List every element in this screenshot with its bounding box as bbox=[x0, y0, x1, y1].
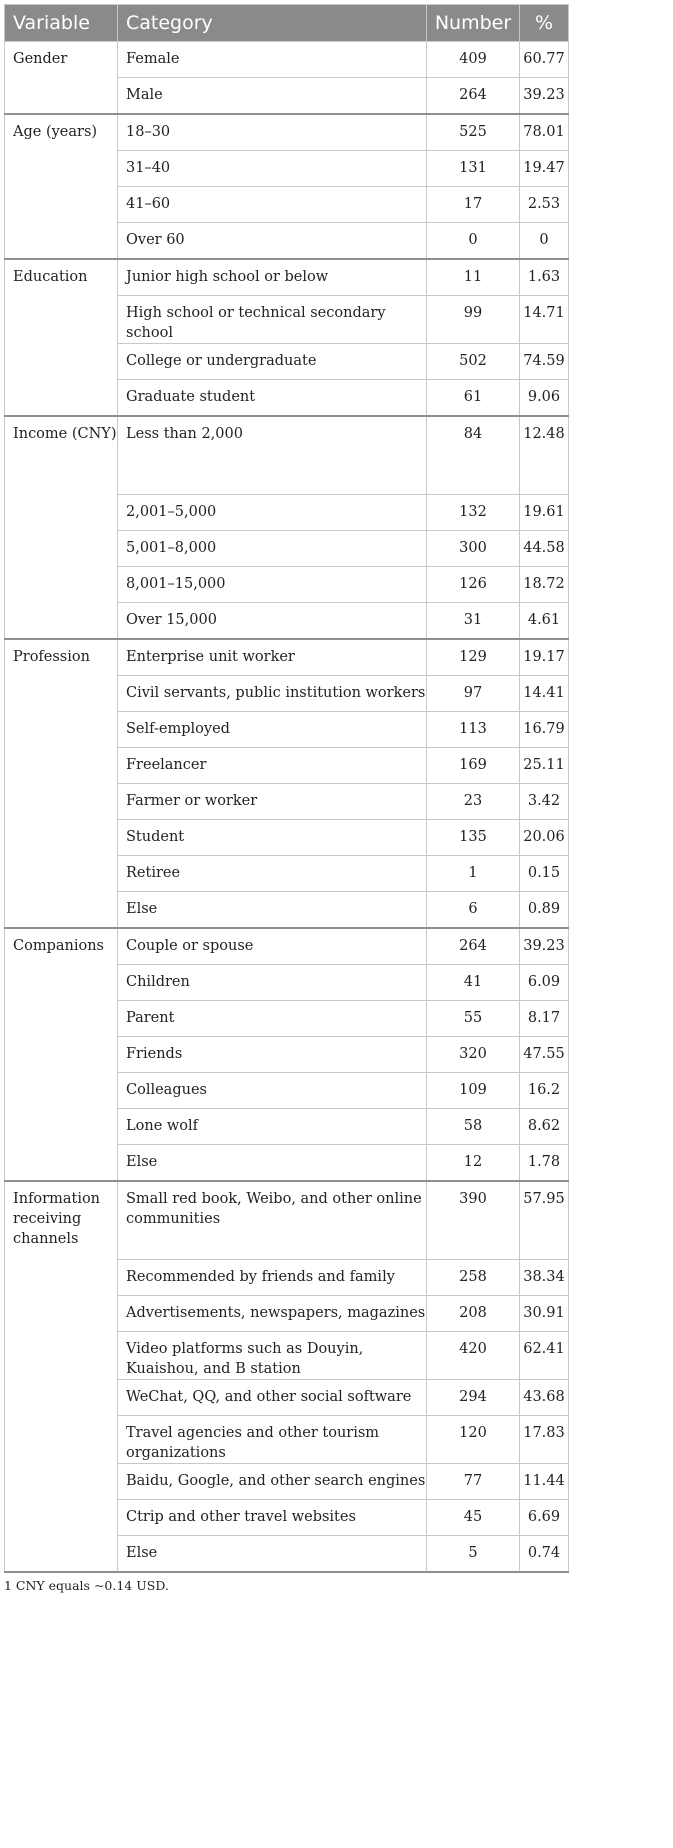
variable-cell: Income (CNY) bbox=[5, 416, 118, 639]
header-percent: % bbox=[520, 5, 569, 42]
category-cell: Farmer or worker bbox=[118, 784, 427, 820]
number-cell: 41 bbox=[427, 965, 520, 1001]
number-cell: 5 bbox=[427, 1536, 520, 1573]
number-cell: 17 bbox=[427, 187, 520, 223]
category-cell: Parent bbox=[118, 1001, 427, 1037]
category-cell: Over 15,000 bbox=[118, 603, 427, 640]
number-cell: 1 bbox=[427, 856, 520, 892]
category-cell: Else bbox=[118, 1536, 427, 1573]
number-cell: 0 bbox=[427, 223, 520, 260]
number-cell: 320 bbox=[427, 1037, 520, 1073]
number-cell: 109 bbox=[427, 1073, 520, 1109]
percent-cell: 4.61 bbox=[520, 603, 569, 640]
category-cell: Enterprise unit worker bbox=[118, 639, 427, 676]
percent-cell: 16.79 bbox=[520, 712, 569, 748]
number-cell: 420 bbox=[427, 1332, 520, 1380]
percent-cell: 62.41 bbox=[520, 1332, 569, 1380]
number-cell: 23 bbox=[427, 784, 520, 820]
percent-cell: 14.41 bbox=[520, 676, 569, 712]
table-row bbox=[5, 1181, 569, 1260]
header-variable: Variable bbox=[5, 5, 118, 42]
percent-cell: 20.06 bbox=[520, 820, 569, 856]
number-cell: 31 bbox=[427, 603, 520, 640]
category-cell: WeChat, QQ, and other social software bbox=[118, 1380, 427, 1416]
variable-cell: Information receiving channels bbox=[5, 1181, 118, 1572]
percent-cell: 0 bbox=[520, 223, 569, 260]
number-cell: 135 bbox=[427, 820, 520, 856]
percent-cell: 0.89 bbox=[520, 892, 569, 929]
percent-cell: 16.2 bbox=[520, 1073, 569, 1109]
category-cell: Recommended by friends and family bbox=[118, 1260, 427, 1296]
category-cell: 2,001–5,000 bbox=[118, 495, 427, 531]
category-cell: Friends bbox=[118, 1037, 427, 1073]
table-header bbox=[5, 5, 569, 42]
percent-cell: 18.72 bbox=[520, 567, 569, 603]
percent-cell: 47.55 bbox=[520, 1037, 569, 1073]
category-cell: Travel agencies and other tourism organizations bbox=[118, 1416, 427, 1464]
table-row bbox=[5, 639, 569, 676]
number-cell: 97 bbox=[427, 676, 520, 712]
category-cell: College or undergraduate bbox=[118, 344, 427, 380]
category-cell: 8,001–15,000 bbox=[118, 567, 427, 603]
percent-cell: 12.48 bbox=[520, 416, 569, 495]
percent-cell: 57.95 bbox=[520, 1181, 569, 1260]
category-cell: Female bbox=[118, 42, 427, 78]
percent-cell: 1.78 bbox=[520, 1145, 569, 1182]
header-number: Number bbox=[427, 5, 520, 42]
number-cell: 258 bbox=[427, 1260, 520, 1296]
percent-cell: 74.59 bbox=[520, 344, 569, 380]
number-cell: 264 bbox=[427, 928, 520, 965]
variable-cell: Companions bbox=[5, 928, 118, 1181]
demographics-table bbox=[4, 4, 569, 1573]
number-cell: 120 bbox=[427, 1416, 520, 1464]
number-cell: 502 bbox=[427, 344, 520, 380]
percent-cell: 2.53 bbox=[520, 187, 569, 223]
category-cell: Civil servants, public institution workers bbox=[118, 676, 427, 712]
category-cell: Else bbox=[118, 892, 427, 929]
category-cell: Else bbox=[118, 1145, 427, 1182]
number-cell: 409 bbox=[427, 42, 520, 78]
category-cell: Baidu, Google, and other search engines bbox=[118, 1464, 427, 1500]
percent-cell: 0.74 bbox=[520, 1536, 569, 1573]
percent-cell: 6.69 bbox=[520, 1500, 569, 1536]
category-cell: Children bbox=[118, 965, 427, 1001]
percent-cell: 8.17 bbox=[520, 1001, 569, 1037]
number-cell: 132 bbox=[427, 495, 520, 531]
percent-cell: 9.06 bbox=[520, 380, 569, 417]
number-cell: 264 bbox=[427, 78, 520, 115]
category-cell: Junior high school or below bbox=[118, 259, 427, 296]
percent-cell: 38.34 bbox=[520, 1260, 569, 1296]
category-cell: 31–40 bbox=[118, 151, 427, 187]
category-cell: Couple or spouse bbox=[118, 928, 427, 965]
category-cell: High school or technical secondary school bbox=[118, 296, 427, 344]
category-cell: Less than 2,000 bbox=[118, 416, 427, 495]
category-cell: Retiree bbox=[118, 856, 427, 892]
percent-cell: 0.15 bbox=[520, 856, 569, 892]
number-cell: 126 bbox=[427, 567, 520, 603]
table-row bbox=[5, 416, 569, 495]
number-cell: 390 bbox=[427, 1181, 520, 1260]
number-cell: 131 bbox=[427, 151, 520, 187]
category-cell: Graduate student bbox=[118, 380, 427, 417]
number-cell: 61 bbox=[427, 380, 520, 417]
number-cell: 113 bbox=[427, 712, 520, 748]
category-cell: 41–60 bbox=[118, 187, 427, 223]
number-cell: 84 bbox=[427, 416, 520, 495]
variable-cell: Age (years) bbox=[5, 114, 118, 259]
table-row bbox=[5, 42, 569, 78]
number-cell: 169 bbox=[427, 748, 520, 784]
table-body bbox=[5, 42, 569, 1573]
variable-cell: Gender bbox=[5, 42, 118, 115]
number-cell: 99 bbox=[427, 296, 520, 344]
percent-cell: 17.83 bbox=[520, 1416, 569, 1464]
number-cell: 294 bbox=[427, 1380, 520, 1416]
variable-cell: Education bbox=[5, 259, 118, 416]
variable-cell: Profession bbox=[5, 639, 118, 928]
percent-cell: 44.58 bbox=[520, 531, 569, 567]
footnote: 1 CNY equals ∼0.14 USD. bbox=[4, 1578, 169, 1593]
number-cell: 58 bbox=[427, 1109, 520, 1145]
category-cell: Advertisements, newspapers, magazines bbox=[118, 1296, 427, 1332]
number-cell: 11 bbox=[427, 259, 520, 296]
number-cell: 55 bbox=[427, 1001, 520, 1037]
percent-cell: 1.63 bbox=[520, 259, 569, 296]
category-cell: 18–30 bbox=[118, 114, 427, 151]
percent-cell: 3.42 bbox=[520, 784, 569, 820]
category-cell: Over 60 bbox=[118, 223, 427, 260]
category-cell: Lone wolf bbox=[118, 1109, 427, 1145]
number-cell: 129 bbox=[427, 639, 520, 676]
number-cell: 12 bbox=[427, 1145, 520, 1182]
category-cell: Self-employed bbox=[118, 712, 427, 748]
category-cell: Male bbox=[118, 78, 427, 115]
category-cell: 5,001–8,000 bbox=[118, 531, 427, 567]
percent-cell: 19.17 bbox=[520, 639, 569, 676]
table-row bbox=[5, 928, 569, 965]
category-cell: Colleagues bbox=[118, 1073, 427, 1109]
number-cell: 300 bbox=[427, 531, 520, 567]
number-cell: 77 bbox=[427, 1464, 520, 1500]
percent-cell: 39.23 bbox=[520, 78, 569, 115]
category-cell: Ctrip and other travel websites bbox=[118, 1500, 427, 1536]
percent-cell: 39.23 bbox=[520, 928, 569, 965]
percent-cell: 11.44 bbox=[520, 1464, 569, 1500]
percent-cell: 30.91 bbox=[520, 1296, 569, 1332]
percent-cell: 8.62 bbox=[520, 1109, 569, 1145]
percent-cell: 19.47 bbox=[520, 151, 569, 187]
table-container bbox=[4, 4, 568, 1593]
number-cell: 45 bbox=[427, 1500, 520, 1536]
number-cell: 208 bbox=[427, 1296, 520, 1332]
percent-cell: 43.68 bbox=[520, 1380, 569, 1416]
table-row bbox=[5, 259, 569, 296]
number-cell: 6 bbox=[427, 892, 520, 929]
percent-cell: 60.77 bbox=[520, 42, 569, 78]
number-cell: 525 bbox=[427, 114, 520, 151]
percent-cell: 14.71 bbox=[520, 296, 569, 344]
category-cell: Freelancer bbox=[118, 748, 427, 784]
percent-cell: 78.01 bbox=[520, 114, 569, 151]
category-cell: Video platforms such as Douyin, Kuaishou, and B station bbox=[118, 1332, 427, 1380]
header-category: Category bbox=[118, 5, 427, 42]
category-cell: Small red book, Weibo, and other online communities bbox=[118, 1181, 427, 1260]
percent-cell: 25.11 bbox=[520, 748, 569, 784]
percent-cell: 6.09 bbox=[520, 965, 569, 1001]
percent-cell: 19.61 bbox=[520, 495, 569, 531]
category-cell: Student bbox=[118, 820, 427, 856]
table-row bbox=[5, 114, 569, 151]
